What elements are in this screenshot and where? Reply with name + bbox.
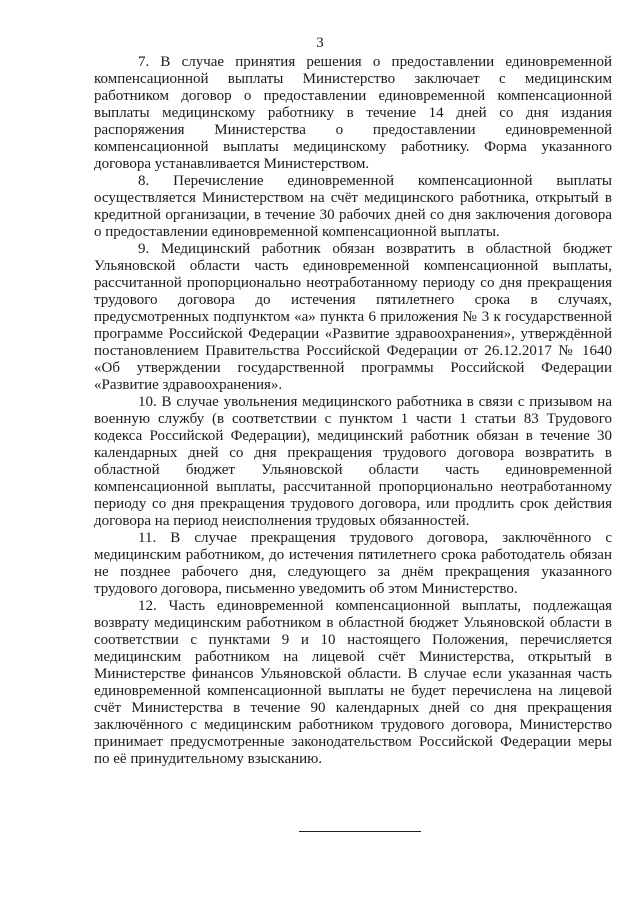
page-number: 3 [316,35,324,51]
paragraph-7: 7. В случае принятия решения о предоставлении единовременной компенсационной выплаты Министерство заключает с медицинским работником договор о предоставлении единовременной компенсационной выплаты медицинскому работнику в течение 14 дней со дня издания распоряжения Министерства о предоставлении единовременной компенсационной выплаты медицинскому работнику. Форма указанного договора устанавливается Министерством. [94,54,612,172]
paragraph-10: 10. В случае увольнения медицинского работника в связи с призывом на военную службу (в соответствии с пунктом 1 части 1 статьи 83 Трудового кодекса Российской Федерации), медицинский работник обязан в течение 30 календарных дней со дня прекращения трудового договора возвратить в областной бюджет Ульяновской области часть единовременной компенсационной выплаты, рассчитанной пропорционально неотработанному периоду со дня прекращения трудового договора, или продлить срок действия договора на период неисполнения трудовых обязанностей. [94,394,612,529]
paragraph-12: 12. Часть единовременной компенсационной выплаты, подлежащая возврату медицинским работником в областной бюджет Ульяновской области в соответствии с пунктами 9 и 10 настоящего Положения, перечисляется медицинским работником на лицевой счёт Министерства, открытый в Министерстве финансов Ульяновской области. В случае если указанная часть единовременной компенсационной выплаты не будет перечислена на лицевой счёт Министерства в течение 90 календарных дней со дня прекращения заключённого с медицинским работником трудового договора, Министерство принимает предусмотренные законодательством Российской Федерации меры по её принудительному взысканию. [94,598,612,767]
paragraph-8: 8. Перечисление единовременной компенсационной выплаты осуществляется Министерством на счёт медицинского работника, открытый в кредитной организации, в течение 30 рабочих дней со дня заключения договора о предоставлении единовременной компенсационной выплаты. [94,173,612,240]
paragraph-11: 11. В случае прекращения трудового договора, заключённого с медицинским работником, до истечения пятилетнего срока работодатель обязан не позднее рабочего дня, следующего за днём прекращения указанного трудового договора, письменно уведомить об этом Министерство. [94,530,612,597]
paragraph-9: 9. Медицинский работник обязан возвратить в областной бюджет Ульяновской области часть единовременной компенсационной выплаты, рассчитанной пропорционально неотработанному периоду со дня прекращения трудового договора до истечения пятилетнего срока в случаях, предусмотренных подпунктом «а» пункта 6 приложения № 3 к государственной программе Российской Федерации «Развитие здравоохранения», утверждённой постановлением Правительства Российской Федерации от 26.12.2017 № 1640 «Об утверждении государственной программы Российской Федерации «Развитие здравоохранения». [94,241,612,393]
end-separator-line [299,831,421,832]
document-body [94,54,612,768]
